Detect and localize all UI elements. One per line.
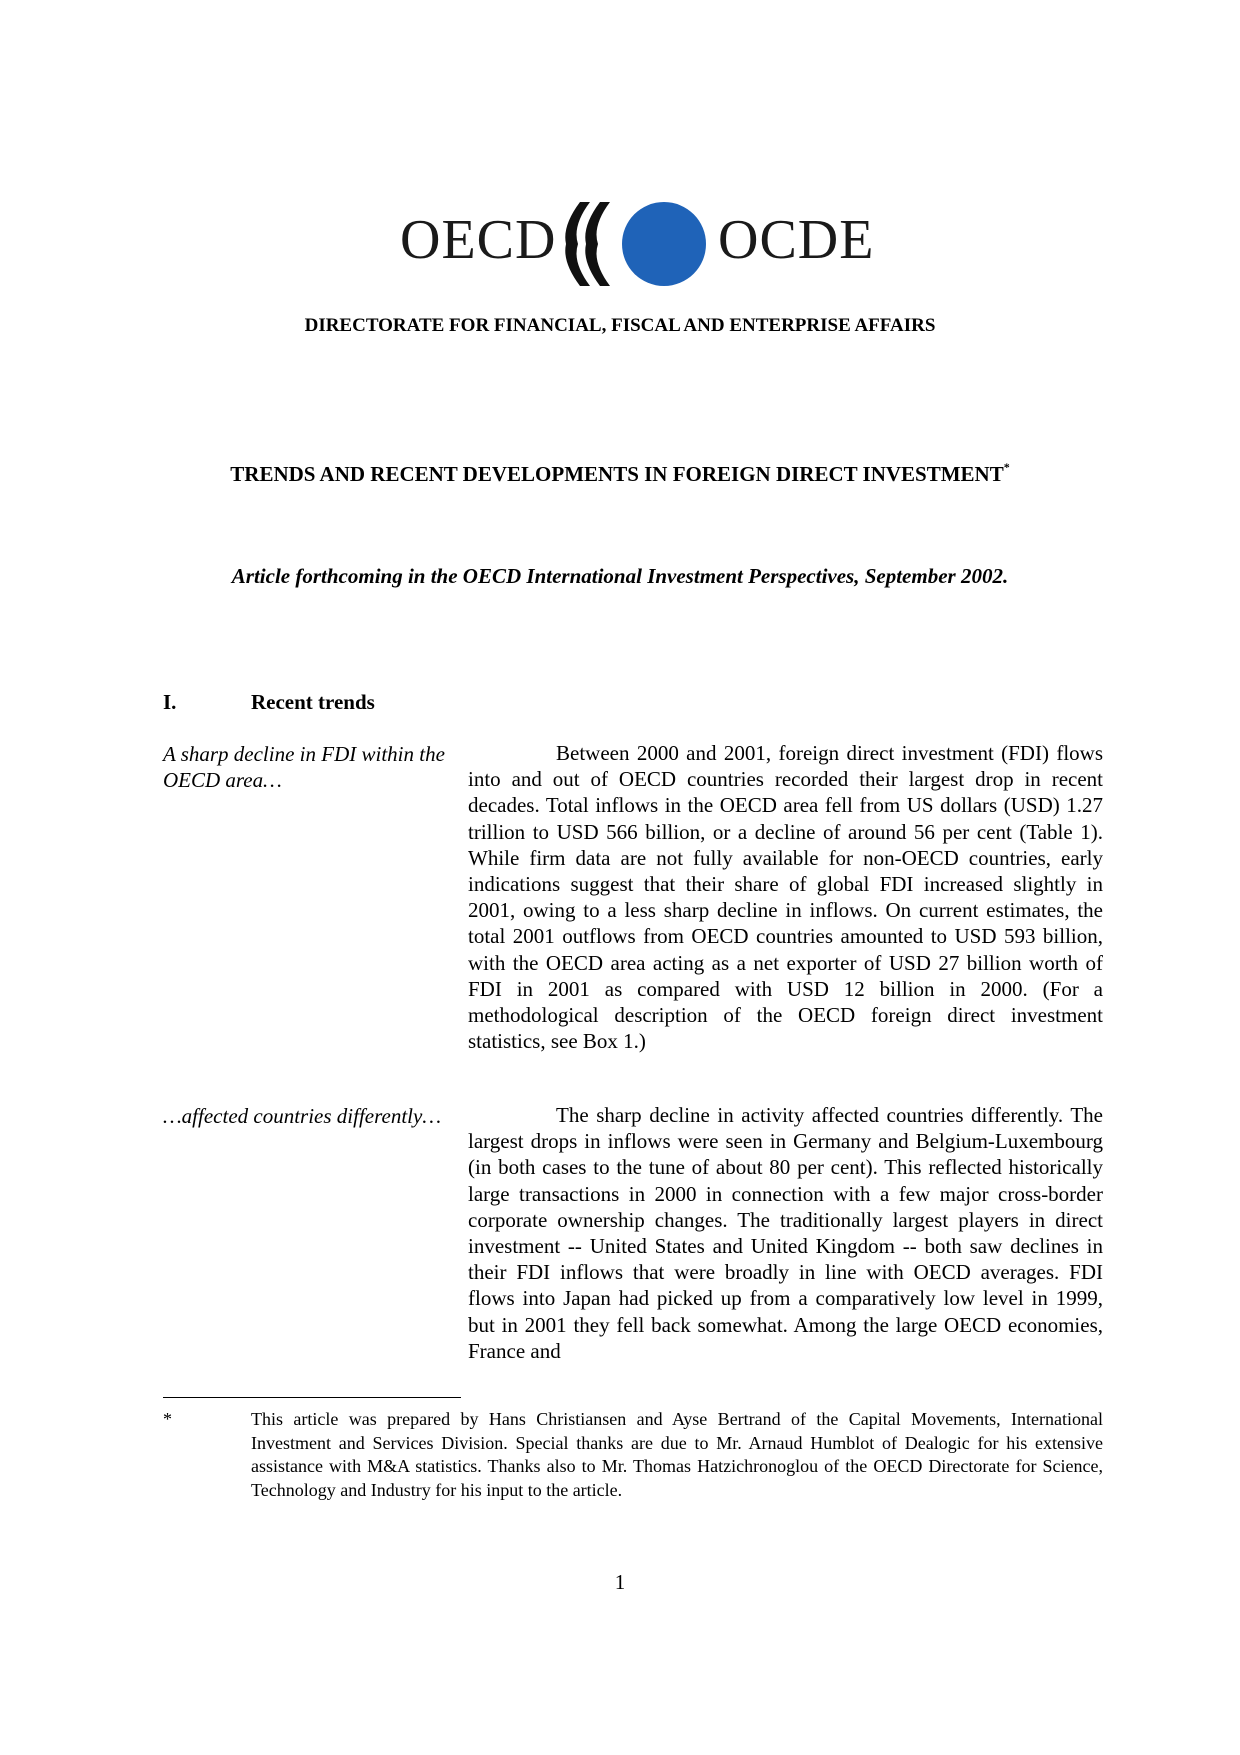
oecd-logo-icon [562, 196, 712, 292]
footnote-divider [163, 1397, 461, 1398]
section-number: I. [163, 690, 177, 714]
footnote [163, 1408, 1103, 1502]
logo-chevron-inner [585, 202, 610, 286]
title-footnote-marker: * [1003, 460, 1010, 474]
footnote-text: This article was prepared by Hans Christiansen and Ayse Bertrand of the Capital Movements, International Investment and Services Division. Special thanks are due to Mr. Arnaud Humblot of Dealogic for his extensive assistance with M&A statistics. Thanks also to Mr. Thomas Hatzichronoglou of the OECD Directorate for Science, Technology and Industry for his input to the article. [251, 1409, 1103, 1500]
document-title-text: TRENDS AND RECENT DEVELOPMENTS IN FOREIGN DIRECT INVESTMENT [230, 462, 1004, 486]
logo-circle [622, 202, 706, 286]
body-paragraph: The sharp decline in activity affected countries differently. The largest drops in inflows were seen in Germany and Belgium-Luxembourg (in both cases to the tune of about 80 per cent). This reflected historically large transactions in 2000 in connection with a few major cross-border corporate ownership changes. The traditionally largest players in direct investment -- United States and United Kingdom -- both saw declines in their FDI inflows that were broadly in line with OECD averages. FDI flows into Japan had picked up from a comparatively low level in 1999, but in 2001 they fell back somewhat. Among the large OECD economies, France and [468, 1103, 1103, 1363]
logo-text-ocde: OCDE [718, 209, 875, 271]
margin-note: …affected countries differently… [163, 1104, 441, 1128]
directorate-heading: DIRECTORATE FOR FINANCIAL, FISCAL AND ENTERPRISE AFFAIRS [304, 315, 936, 336]
page-number: 1 [614, 1570, 626, 1594]
oecd-logo [396, 196, 876, 292]
section-heading [163, 690, 375, 715]
section-title: Recent trends [251, 690, 375, 714]
document-title [0, 462, 1240, 487]
logo-text-oecd: OECD [400, 209, 557, 271]
footnote-marker: * [163, 1409, 172, 1429]
document-subtitle: Article forthcoming in the OECD International Investment Perspectives, September 2002. [231, 564, 1009, 588]
margin-note: A sharp decline in FDI within the OECD area… [163, 742, 445, 792]
body-paragraph: Between 2000 and 2001, foreign direct investment (FDI) flows into and out of OECD countries recorded their largest drop in recent decades. Total inflows in the OECD area fell from US dollars (USD) 1.27 trillion to USD 566 billion, or a decline of around 56 per cent (Table 1). While firm data are not fully available for non-OECD countries, early indications suggest that their share of global FDI increased slightly in 2001, owing to a less sharp decline in inflows. On current estimates, the total 2001 outflows from OECD countries amounted to USD 593 billion, with the OECD area acting as a net exporter of USD 27 billion worth of FDI in 2001 as compared with USD 12 billion in 2000. (For a methodological description of the OECD foreign direct investment statistics, see Box 1.) [468, 741, 1103, 1054]
